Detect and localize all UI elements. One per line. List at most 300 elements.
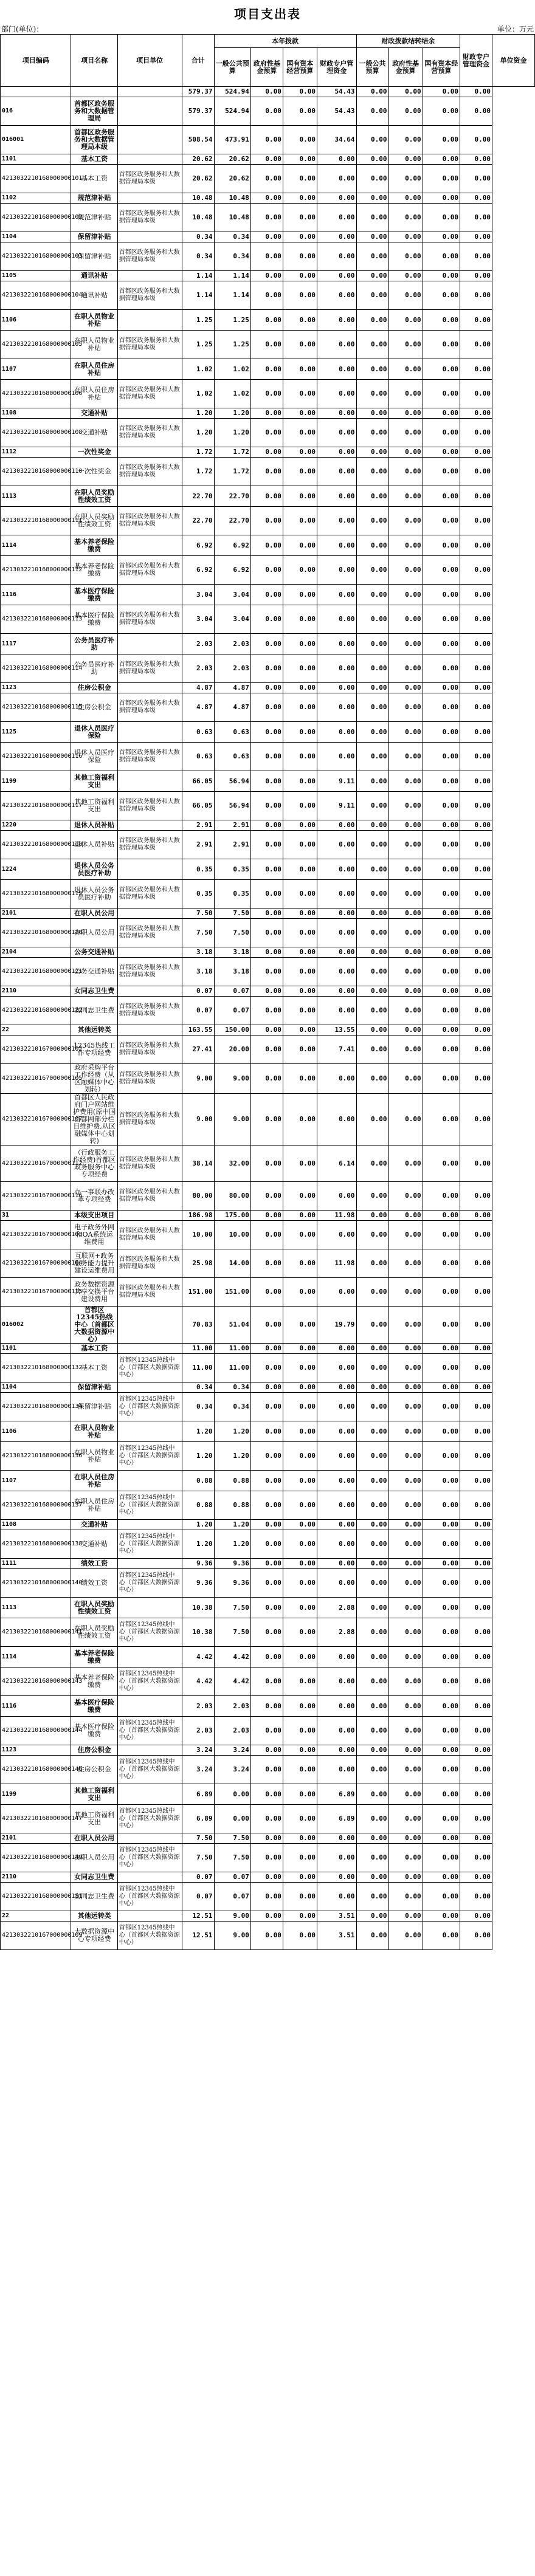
cell-value: 0.00 bbox=[250, 1756, 283, 1784]
cell-value: 0.00 bbox=[250, 792, 283, 820]
detail-row bbox=[1, 1182, 535, 1211]
detail-row bbox=[1, 242, 535, 271]
cell-value: 0.00 bbox=[283, 97, 317, 126]
cell-value: 0.00 bbox=[317, 331, 356, 359]
cell-code: 4213032210167000000104 bbox=[1, 1249, 71, 1278]
cell-value: 0.00 bbox=[423, 831, 460, 859]
cell-value: 0.00 bbox=[460, 486, 492, 507]
cell-code: 4213032210168000000114 bbox=[1, 654, 71, 683]
cell-value: 7.50 bbox=[214, 919, 250, 947]
cell-value: 56.94 bbox=[214, 771, 250, 792]
cell-value: 0.00 bbox=[283, 1036, 317, 1064]
cell-value: 6.89 bbox=[182, 1805, 214, 1833]
cell-value: 0.00 bbox=[388, 1922, 423, 1950]
summary-row bbox=[1, 1520, 535, 1530]
cell-name: 办一事联办改革专项经费 bbox=[71, 1182, 117, 1211]
cell-value: 0.00 bbox=[317, 242, 356, 271]
cell-unit bbox=[117, 1344, 182, 1354]
cell-code: 4213032210168000000119 bbox=[1, 880, 71, 908]
cell-value: 0.00 bbox=[460, 820, 492, 831]
cell-value: 0.63 bbox=[182, 743, 214, 771]
cell-name: 在职人员奖励性绩效工资 bbox=[71, 507, 117, 535]
cell-code: 1113 bbox=[1, 1598, 71, 1618]
cell-name: 女同志卫生费 bbox=[71, 1872, 117, 1883]
cell-value: 0.00 bbox=[460, 1745, 492, 1756]
cell-value: 0.00 bbox=[250, 165, 283, 193]
cell-value: 3.24 bbox=[182, 1745, 214, 1756]
summary-row bbox=[1, 1382, 535, 1393]
cell-value: 0.00 bbox=[283, 507, 317, 535]
cell-value: 66.05 bbox=[182, 792, 214, 820]
cell-value: 0.00 bbox=[460, 1307, 492, 1344]
cell-unit bbox=[117, 1559, 182, 1569]
cell-value: 0.00 bbox=[388, 1647, 423, 1668]
cell-value: 0.00 bbox=[423, 271, 460, 281]
cell-value: 0.00 bbox=[460, 1520, 492, 1530]
cell-value: 11.00 bbox=[214, 1354, 250, 1382]
cell-value: 0.00 bbox=[283, 380, 317, 408]
cell-value: 0.00 bbox=[283, 1307, 317, 1344]
detail-row bbox=[1, 831, 535, 859]
cell-value: 0.00 bbox=[423, 1520, 460, 1530]
cell-value: 0.00 bbox=[460, 1559, 492, 1569]
cell-value: 0.88 bbox=[182, 1471, 214, 1491]
cell-unit: 首都区政务服务和大数据管理局本级 bbox=[117, 831, 182, 859]
cell-value: 0.00 bbox=[460, 1668, 492, 1696]
cell-value: 0.00 bbox=[283, 919, 317, 947]
cell-value: 0.00 bbox=[388, 380, 423, 408]
cell-value: 0.00 bbox=[317, 232, 356, 242]
cell-value: 2.03 bbox=[182, 634, 214, 654]
cell-unit bbox=[117, 193, 182, 204]
cell-value: 0.00 bbox=[250, 447, 283, 458]
cell-value: 0.00 bbox=[423, 1668, 460, 1696]
cell-value: 0.00 bbox=[283, 204, 317, 232]
cell-value: 0.00 bbox=[460, 1872, 492, 1883]
cell-value: 0.00 bbox=[388, 654, 423, 683]
page-title: 项目支出表 bbox=[234, 7, 301, 21]
summary-row bbox=[1, 1784, 535, 1805]
cell-value: 163.55 bbox=[182, 1025, 214, 1036]
cell-value: 2.03 bbox=[182, 654, 214, 683]
cell-code: 4213032210168000000103 bbox=[1, 242, 71, 271]
cell-value: 0.00 bbox=[250, 242, 283, 271]
cell-value: 0.00 bbox=[250, 605, 283, 634]
cell-value: 11.98 bbox=[317, 1211, 356, 1221]
cell-name: 其他工资福利支出 bbox=[71, 771, 117, 792]
cell-value: 10.38 bbox=[182, 1618, 214, 1647]
cell-value: 0.00 bbox=[388, 1598, 423, 1618]
cell-value: 2.88 bbox=[317, 1598, 356, 1618]
cell-code: 1108 bbox=[1, 1520, 71, 1530]
cell-value: 0.00 bbox=[388, 97, 423, 126]
cell-code: 4213032210168000000101 bbox=[1, 165, 71, 193]
cell-name: 绩效工资 bbox=[71, 1569, 117, 1598]
cell-unit bbox=[117, 683, 182, 693]
cell-value: 0.00 bbox=[356, 1559, 388, 1569]
cell-value: 32.00 bbox=[214, 1145, 250, 1182]
cell-value: 19.79 bbox=[317, 1307, 356, 1344]
cell-name: 电子政务外网和OA系统运维费用 bbox=[71, 1221, 117, 1249]
cell-value: 0.00 bbox=[388, 1530, 423, 1559]
cell-value: 0.00 bbox=[356, 1211, 388, 1221]
detail-row bbox=[1, 743, 535, 771]
cell-value: 0.00 bbox=[283, 654, 317, 683]
cell-value: 1.14 bbox=[182, 281, 214, 310]
cell-value: 0.00 bbox=[250, 1344, 283, 1354]
cell-value: 0.00 bbox=[423, 1717, 460, 1745]
cell-value: 0.00 bbox=[317, 880, 356, 908]
cell-value: 1.72 bbox=[214, 447, 250, 458]
cell-value: 0.00 bbox=[460, 771, 492, 792]
detail-row bbox=[1, 1883, 535, 1911]
cell-value: 0.00 bbox=[460, 97, 492, 126]
cell-value: 0.00 bbox=[250, 154, 283, 165]
cell-value: 0.00 bbox=[283, 859, 317, 880]
cell-value: 0.00 bbox=[388, 486, 423, 507]
cell-value: 1.25 bbox=[214, 331, 250, 359]
detail-row bbox=[1, 1530, 535, 1559]
cell-value: 0.00 bbox=[423, 1911, 460, 1922]
cell-value: 0.00 bbox=[317, 743, 356, 771]
cell-value: 0.00 bbox=[460, 1598, 492, 1618]
cell-unit: 首都区政务服务和大数据管理局本级 bbox=[117, 1278, 182, 1307]
cell-unit bbox=[117, 232, 182, 242]
cell-value: 0.00 bbox=[283, 458, 317, 486]
cell-value: 0.00 bbox=[356, 743, 388, 771]
cell-value: 0.00 bbox=[283, 87, 317, 97]
cell-value: 0.00 bbox=[460, 1211, 492, 1221]
cell-code: 1123 bbox=[1, 1745, 71, 1756]
cell-value: 0.00 bbox=[317, 310, 356, 331]
summary-row bbox=[1, 908, 535, 919]
cell-value: 0.00 bbox=[460, 1922, 492, 1950]
cell-value: 0.00 bbox=[356, 193, 388, 204]
cell-value: 0.00 bbox=[356, 419, 388, 447]
cell-value: 0.00 bbox=[250, 1421, 283, 1442]
cell-code: 22 bbox=[1, 1025, 71, 1036]
cell-value: 579.37 bbox=[182, 97, 214, 126]
cell-value: 0.00 bbox=[250, 1530, 283, 1559]
summary-row bbox=[1, 683, 535, 693]
detail-row bbox=[1, 1922, 535, 1950]
cell-value: 0.00 bbox=[356, 1025, 388, 1036]
cell-unit bbox=[117, 1784, 182, 1805]
cell-value: 0.00 bbox=[460, 1647, 492, 1668]
cell-code: 4213032210168000000151 bbox=[1, 1883, 71, 1911]
cell-value: 22.70 bbox=[214, 486, 250, 507]
cell-value: 0.00 bbox=[317, 556, 356, 585]
cell-value: 0.00 bbox=[460, 1717, 492, 1745]
cell-unit bbox=[117, 771, 182, 792]
cell-value: 0.00 bbox=[423, 1491, 460, 1520]
cell-unit: 首都区政务服务和大数据管理局本级 bbox=[117, 419, 182, 447]
cell-value: 0.00 bbox=[317, 1094, 356, 1145]
cell-value: 1.20 bbox=[214, 1442, 250, 1471]
cell-value: 0.00 bbox=[356, 722, 388, 743]
cell-value: 0.00 bbox=[317, 165, 356, 193]
cell-value: 0.00 bbox=[423, 634, 460, 654]
cell-value: 0.34 bbox=[214, 242, 250, 271]
cell-code: 1199 bbox=[1, 1784, 71, 1805]
cell-value: 0.00 bbox=[317, 1491, 356, 1520]
cell-value: 0.00 bbox=[283, 947, 317, 958]
cell-value: 0.00 bbox=[283, 1911, 317, 1922]
cell-value: 0.00 bbox=[317, 1221, 356, 1249]
cell-value: 1.20 bbox=[182, 1421, 214, 1442]
cell-value: 0.00 bbox=[356, 605, 388, 634]
cell-value: 0.00 bbox=[250, 1598, 283, 1618]
cell-value: 0.00 bbox=[356, 792, 388, 820]
cell-value: 2.03 bbox=[214, 1717, 250, 1745]
cell-name: 退休人员补贴 bbox=[71, 831, 117, 859]
cell-value: 0.00 bbox=[317, 1382, 356, 1393]
cell-name: 在职人员住房补贴 bbox=[71, 1491, 117, 1520]
cell-value: 0.00 bbox=[356, 1805, 388, 1833]
cell-value: 0.00 bbox=[317, 1833, 356, 1844]
cell-code: 1101 bbox=[1, 1344, 71, 1354]
cell-value: 0.00 bbox=[460, 1569, 492, 1598]
cell-value: 0.00 bbox=[460, 507, 492, 535]
cell-value: 0.00 bbox=[283, 1872, 317, 1883]
cell-value: 0.00 bbox=[423, 1569, 460, 1598]
cell-name: 其他工资福利支出 bbox=[71, 1805, 117, 1833]
cell-value: 0.00 bbox=[317, 958, 356, 986]
cell-unit: 首都区政务服务和大数据管理局本级 bbox=[117, 1094, 182, 1145]
cell-value: 0.00 bbox=[356, 1717, 388, 1745]
cell-value: 6.89 bbox=[182, 1784, 214, 1805]
cell-value: 20.62 bbox=[182, 165, 214, 193]
cell-unit: 首都区12345热线中心（首都区大数据资源中心） bbox=[117, 1618, 182, 1647]
cell-value: 10.00 bbox=[182, 1221, 214, 1249]
cell-value: 7.50 bbox=[182, 919, 214, 947]
cell-value: 27.41 bbox=[182, 1036, 214, 1064]
cell-name: 绩效工资 bbox=[71, 1559, 117, 1569]
cell-value: 0.00 bbox=[317, 204, 356, 232]
cell-value: 10.48 bbox=[182, 193, 214, 204]
cell-value: 0.00 bbox=[356, 859, 388, 880]
cell-code: 1224 bbox=[1, 859, 71, 880]
summary-row bbox=[1, 87, 535, 97]
cell-value: 1.20 bbox=[214, 1421, 250, 1442]
cell-value: 0.00 bbox=[423, 1211, 460, 1221]
cell-value: 0.00 bbox=[356, 507, 388, 535]
cell-unit: 首都区12345热线中心（首都区大数据资源中心） bbox=[117, 1491, 182, 1520]
cell-value: 0.00 bbox=[356, 1569, 388, 1598]
cell-name: 交通补贴 bbox=[71, 408, 117, 419]
cell-value: 0.00 bbox=[250, 271, 283, 281]
cell-value: 0.00 bbox=[283, 1833, 317, 1844]
cell-value: 54.43 bbox=[317, 97, 356, 126]
detail-row bbox=[1, 204, 535, 232]
cell-value: 0.00 bbox=[250, 654, 283, 683]
cell-value: 0.00 bbox=[388, 154, 423, 165]
cell-code: 4213032210168000000102 bbox=[1, 204, 71, 232]
cell-value: 0.00 bbox=[423, 1883, 460, 1911]
cell-name bbox=[71, 87, 117, 97]
cell-code: 1114 bbox=[1, 1647, 71, 1668]
cell-value: 0.00 bbox=[317, 458, 356, 486]
summary-row bbox=[1, 1307, 535, 1344]
cell-value: 0.00 bbox=[423, 1844, 460, 1872]
cell-value: 0.00 bbox=[250, 310, 283, 331]
cell-value: 0.00 bbox=[283, 722, 317, 743]
cell-value: 0.00 bbox=[423, 458, 460, 486]
cell-value: 0.00 bbox=[423, 1249, 460, 1278]
cell-value: 0.00 bbox=[356, 997, 388, 1025]
cell-value: 0.00 bbox=[388, 1833, 423, 1844]
cell-value: 0.00 bbox=[356, 820, 388, 831]
cell-value: 1.72 bbox=[182, 458, 214, 486]
cell-value: 2.03 bbox=[214, 634, 250, 654]
cell-value: 0.34 bbox=[214, 1393, 250, 1421]
cell-code: 1125 bbox=[1, 722, 71, 743]
cell-name: 首都区政务服务和大数据管理局 bbox=[71, 97, 117, 126]
cell-value: 22.70 bbox=[182, 507, 214, 535]
cell-value: 20.62 bbox=[214, 165, 250, 193]
cell-value: 12.51 bbox=[182, 1911, 214, 1922]
cell-code: 31 bbox=[1, 1211, 71, 1221]
cell-unit bbox=[117, 859, 182, 880]
cell-name: 交通补贴 bbox=[71, 1530, 117, 1559]
cell-value: 0.00 bbox=[283, 1745, 317, 1756]
cell-value: 0.00 bbox=[283, 331, 317, 359]
cell-name: 住房公积金 bbox=[71, 693, 117, 722]
summary-row bbox=[1, 1344, 535, 1354]
cell-value: 0.00 bbox=[317, 1668, 356, 1696]
cell-unit: 首都区政务服务和大数据管理局本级 bbox=[117, 458, 182, 486]
cell-value: 7.50 bbox=[214, 908, 250, 919]
cell-value: 0.00 bbox=[317, 1393, 356, 1421]
cell-value: 0.00 bbox=[250, 1911, 283, 1922]
cell-value: 0.00 bbox=[460, 1064, 492, 1094]
cell-value: 0.00 bbox=[283, 792, 317, 820]
cell-value: 0.00 bbox=[356, 585, 388, 605]
cell-name: 其他工资福利支出 bbox=[71, 792, 117, 820]
cell-value: 0.07 bbox=[214, 1872, 250, 1883]
cell-unit: 首都区12345热线中心（首都区大数据资源中心） bbox=[117, 1668, 182, 1696]
cell-value: 0.00 bbox=[388, 683, 423, 693]
cell-value: 0.00 bbox=[356, 1221, 388, 1249]
cell-value: 3.18 bbox=[214, 958, 250, 986]
cell-value: 0.00 bbox=[423, 281, 460, 310]
cell-value: 0.00 bbox=[250, 1221, 283, 1249]
cell-value: 0.00 bbox=[388, 242, 423, 271]
cell-value: 3.04 bbox=[182, 585, 214, 605]
cell-value: 0.00 bbox=[423, 1471, 460, 1491]
cell-value: 0.00 bbox=[423, 232, 460, 242]
cell-value: 0.00 bbox=[388, 193, 423, 204]
cell-value: 0.00 bbox=[283, 1278, 317, 1307]
cell-unit: 首都区12345热线中心（首都区大数据资源中心） bbox=[117, 1805, 182, 1833]
cell-value: 0.00 bbox=[250, 535, 283, 556]
cell-value: 0.00 bbox=[283, 831, 317, 859]
cell-value: 9.00 bbox=[214, 1094, 250, 1145]
cell-value: 0.00 bbox=[388, 1025, 423, 1036]
cell-value: 0.34 bbox=[182, 1393, 214, 1421]
cell-value: 0.00 bbox=[460, 1094, 492, 1145]
header-gov-fund: 政府性基金预算 bbox=[250, 48, 283, 87]
cell-value: 0.00 bbox=[460, 556, 492, 585]
summary-row bbox=[1, 126, 535, 154]
cell-value: 0.00 bbox=[356, 1354, 388, 1382]
cell-value: 0.00 bbox=[250, 1382, 283, 1393]
cell-value: 34.64 bbox=[317, 126, 356, 154]
cell-value: 0.00 bbox=[388, 743, 423, 771]
cell-unit bbox=[117, 1598, 182, 1618]
cell-name: 规范津补贴 bbox=[71, 193, 117, 204]
cell-value: 2.03 bbox=[214, 1696, 250, 1717]
cell-value: 0.00 bbox=[250, 1668, 283, 1696]
cell-value: 0.00 bbox=[283, 634, 317, 654]
cell-value: 0.00 bbox=[388, 831, 423, 859]
cell-code: 2104 bbox=[1, 947, 71, 958]
cell-unit bbox=[117, 986, 182, 997]
detail-row bbox=[1, 997, 535, 1025]
cell-name: 基本医疗保险缴费 bbox=[71, 605, 117, 634]
cell-name: 基本医疗保险缴费 bbox=[71, 1717, 117, 1745]
cell-value: 0.00 bbox=[460, 1805, 492, 1833]
cell-value: 0.00 bbox=[356, 1618, 388, 1647]
cell-value: 0.00 bbox=[356, 986, 388, 997]
cell-value: 20.62 bbox=[214, 154, 250, 165]
cell-name: 交通补贴 bbox=[71, 419, 117, 447]
cell-value: 0.00 bbox=[423, 310, 460, 331]
cell-value: 0.00 bbox=[423, 1421, 460, 1442]
cell-value: 0.00 bbox=[283, 419, 317, 447]
cell-value: 0.00 bbox=[423, 820, 460, 831]
cell-value: 0.00 bbox=[356, 1471, 388, 1491]
cell-value: 0.00 bbox=[460, 997, 492, 1025]
cell-code: 4213032210167000000112 bbox=[1, 1145, 71, 1182]
cell-value: 0.00 bbox=[250, 1696, 283, 1717]
cell-value: 0.00 bbox=[423, 1696, 460, 1717]
summary-row bbox=[1, 1911, 535, 1922]
cell-value: 0.00 bbox=[283, 693, 317, 722]
cell-value: 0.00 bbox=[356, 1064, 388, 1094]
cell-value: 0.00 bbox=[388, 1344, 423, 1354]
cell-value: 0.00 bbox=[283, 997, 317, 1025]
cell-value: 0.00 bbox=[283, 683, 317, 693]
cell-value: 0.00 bbox=[317, 507, 356, 535]
cell-value: 0.00 bbox=[423, 204, 460, 232]
cell-value: 0.00 bbox=[423, 683, 460, 693]
summary-row bbox=[1, 1647, 535, 1668]
cell-value: 0.00 bbox=[356, 1249, 388, 1278]
cell-name: 女同志卫生费 bbox=[71, 997, 117, 1025]
cell-value: 0.00 bbox=[356, 1530, 388, 1559]
cell-value: 0.00 bbox=[250, 193, 283, 204]
cell-name: 在职人员物业补贴 bbox=[71, 1421, 117, 1442]
cell-value: 0.00 bbox=[250, 1025, 283, 1036]
cell-value: 0.00 bbox=[283, 165, 317, 193]
cell-value: 0.00 bbox=[250, 958, 283, 986]
cell-value: 54.43 bbox=[317, 87, 356, 97]
cell-name: 住房公积金 bbox=[71, 1745, 117, 1756]
cell-code: 4213032210168000000110 bbox=[1, 458, 71, 486]
cell-value: 0.00 bbox=[460, 1421, 492, 1442]
cell-value: 1.25 bbox=[182, 331, 214, 359]
cell-value: 0.00 bbox=[356, 683, 388, 693]
cell-value: 9.00 bbox=[182, 1064, 214, 1094]
cell-value: 0.00 bbox=[460, 585, 492, 605]
cell-value: 0.34 bbox=[182, 232, 214, 242]
header-carry-public: 一般公共预算 bbox=[356, 48, 388, 87]
cell-value: 0.00 bbox=[250, 919, 283, 947]
cell-name: 退休人员医疗保险 bbox=[71, 743, 117, 771]
cell-value: 0.00 bbox=[250, 1922, 283, 1950]
cell-value: 0.00 bbox=[250, 408, 283, 419]
